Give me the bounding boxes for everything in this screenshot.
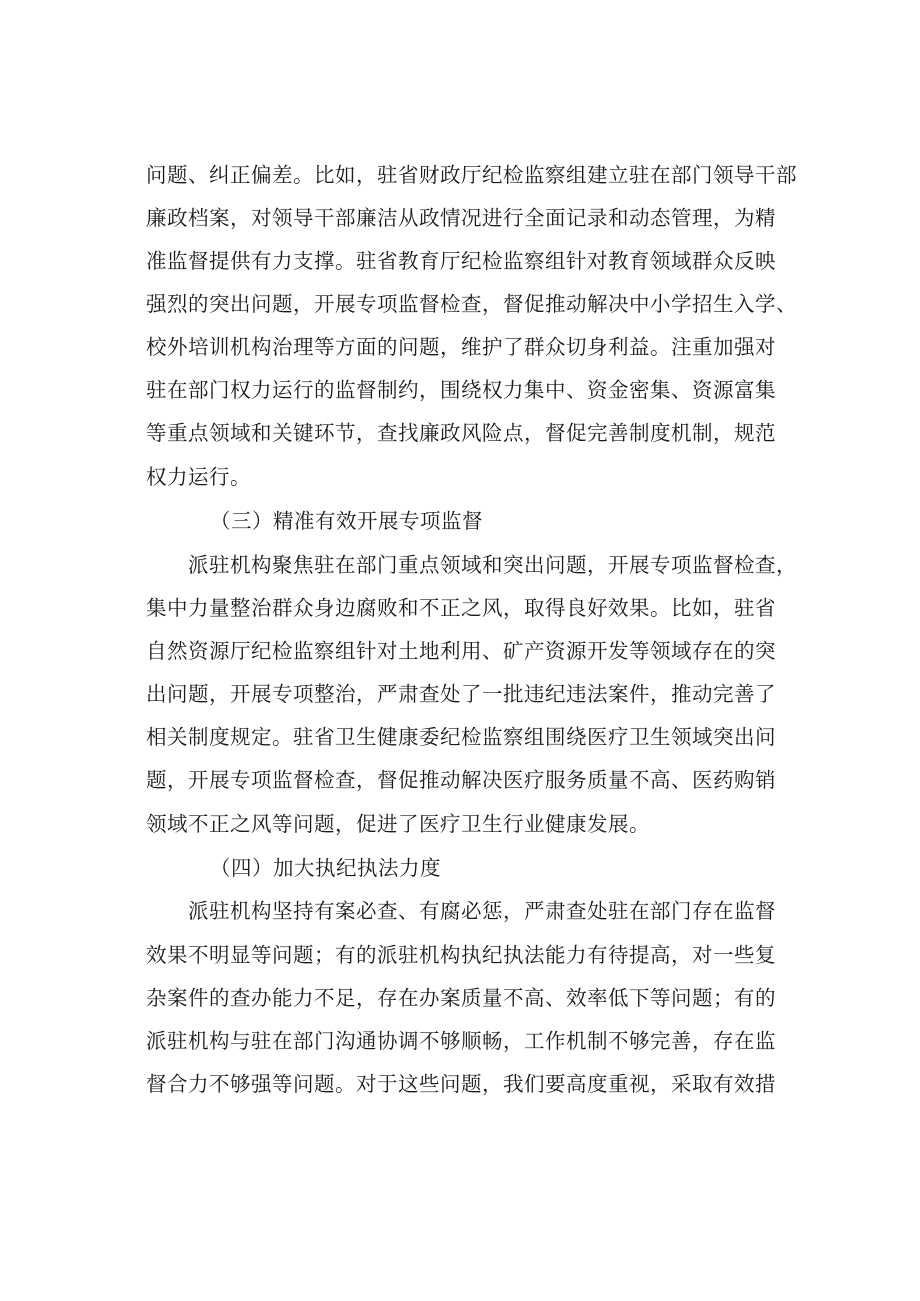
paragraph-line: 题，开展专项监督检查，督促推动解决医疗服务质量不高、医药购销 xyxy=(146,768,776,792)
paragraph-line: 出问题，开展专项整治，严肃查处了一批违纪违法案件，推动完善了 xyxy=(146,682,776,706)
paragraph-line: 廉政档案，对领导干部廉洁从政情况进行全面记录和动态管理，为精 xyxy=(146,206,776,230)
paragraph-line: 问题、纠正偏差。比如，驻省财政厅纪检监察组建立驻在部门领导干部 xyxy=(146,163,797,187)
paragraph-line: 派驻机构聚焦驻在部门重点领域和突出问题，开展专项监督检查， xyxy=(188,553,797,577)
paragraph-line: 等重点领域和关键环节，查找廉政风险点，督促完善制度机制，规范 xyxy=(146,421,776,445)
paragraph-line: 杂案件的查办能力不足，存在办案质量不高、效率低下等问题；有的 xyxy=(146,986,776,1010)
paragraph-line: 领域不正之风等问题，促进了医疗卫生行业健康发展。 xyxy=(146,812,650,836)
section-heading: （三）精准有效开展专项监督 xyxy=(210,509,483,533)
paragraph-line: 派驻机构坚持有案必查、有腐必惩，严肃查处驻在部门存在监督 xyxy=(188,899,776,923)
paragraph-line: 自然资源厅纪检监察组针对土地利用、矿产资源开发等领域存在的突 xyxy=(146,639,776,663)
paragraph-line: 效果不明显等问题；有的派驻机构执纪执法能力有待提高，对一些复 xyxy=(146,943,776,967)
paragraph-line: 督合力不够强等问题。对于这些问题，我们要高度重视，采取有效措 xyxy=(146,1072,776,1096)
paragraph-line: 驻在部门权力运行的监督制约，围绕权力集中、资金密集、资源富集 xyxy=(146,378,776,402)
paragraph-line: 强烈的突出问题，开展专项监督检查，督促推动解决中小学招生入学、 xyxy=(146,292,797,316)
section-heading: （四）加大执纪执法力度 xyxy=(210,856,441,880)
paragraph-line: 相关制度规定。驻省卫生健康委纪检监察组围绕医疗卫生领域突出问 xyxy=(146,725,776,749)
paragraph-line: 权力运行。 xyxy=(146,465,251,489)
paragraph-line: 集中力量整治群众身边腐败和不正之风，取得良好效果。比如，驻省 xyxy=(146,596,776,620)
paragraph-line: 派驻机构与驻在部门沟通协调不够顺畅，工作机制不够完善，存在监 xyxy=(146,1029,776,1053)
paragraph-line: 校外培训机构治理等方面的问题，维护了群众切身利益。注重加强对 xyxy=(146,335,776,359)
paragraph-line: 准监督提供有力支撑。驻省教育厅纪检监察组针对教育领域群众反映 xyxy=(146,249,776,273)
